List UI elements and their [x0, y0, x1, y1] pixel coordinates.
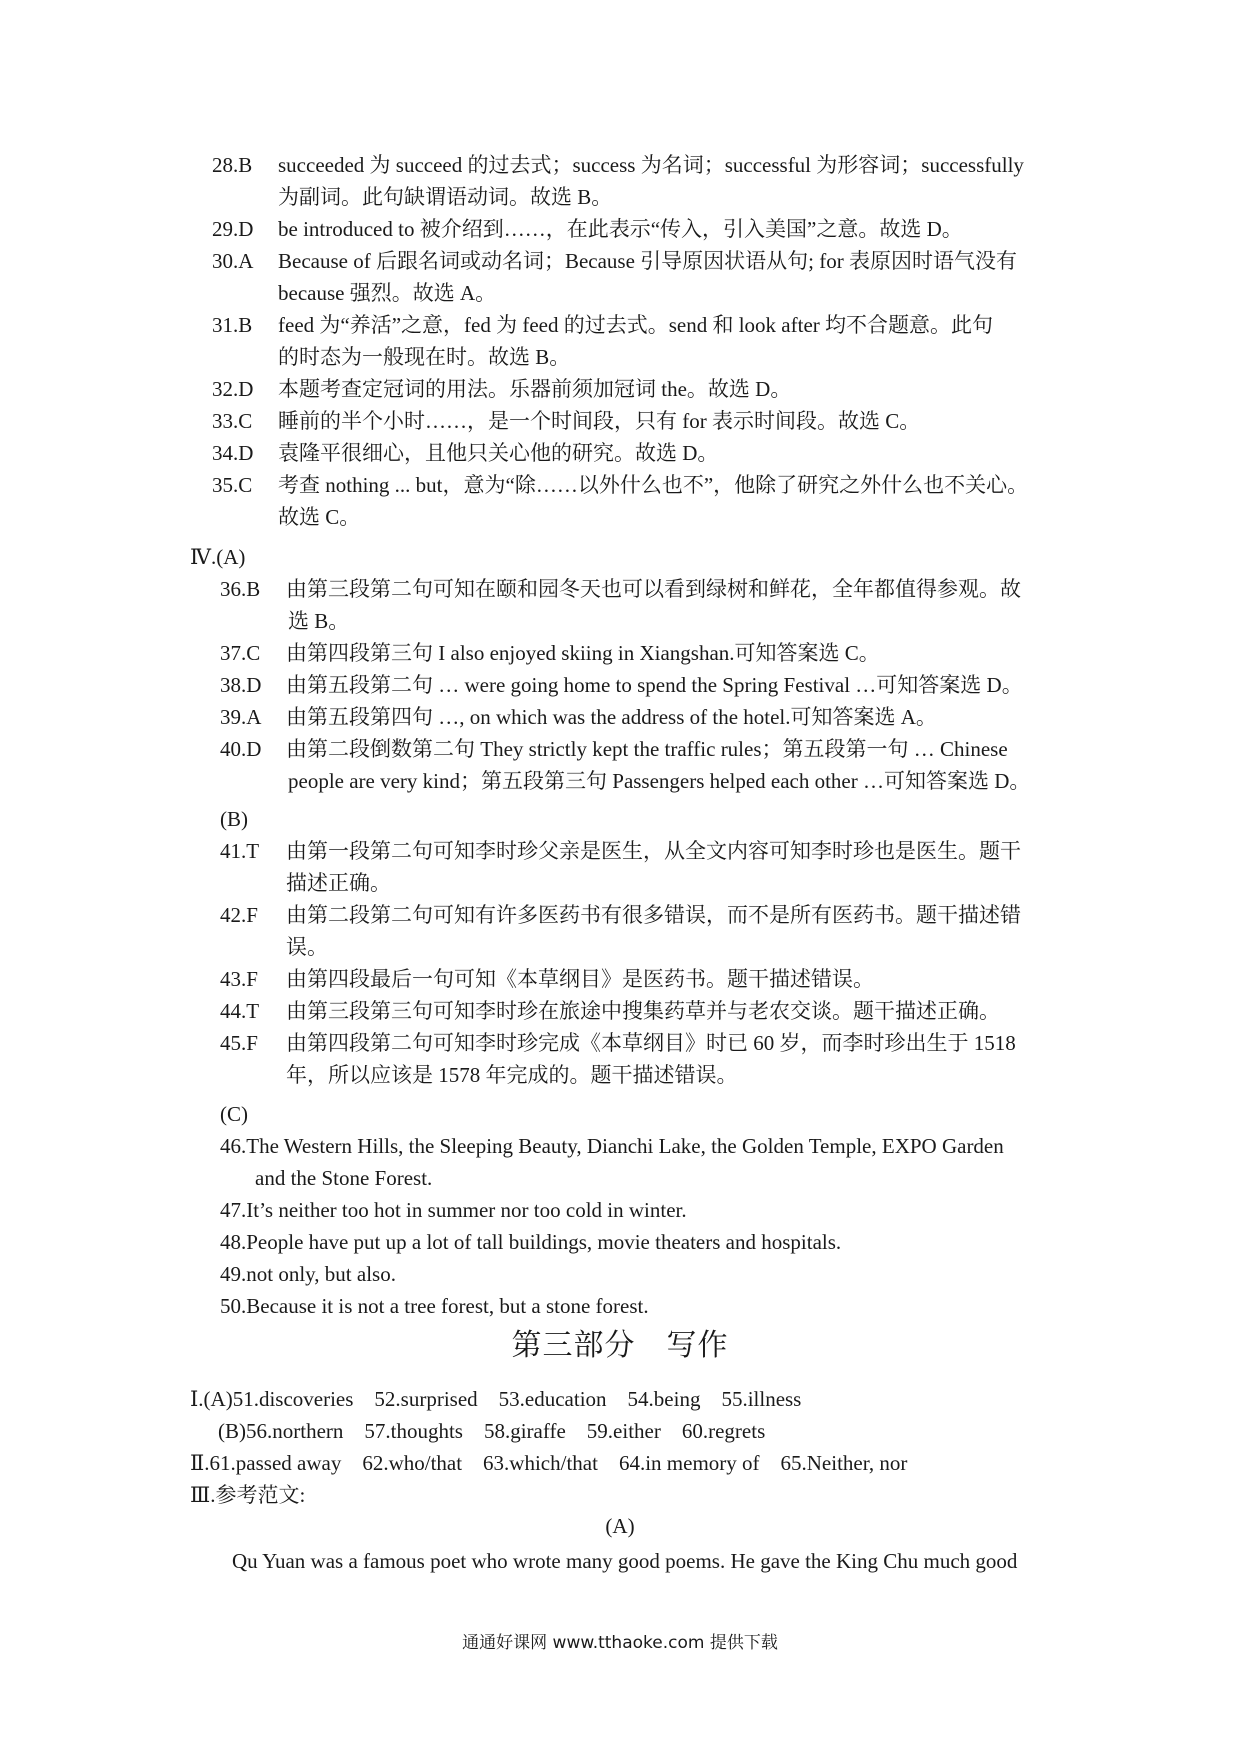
answer-number: 36.B	[220, 577, 261, 601]
answer-explanation-continued: 故选 C。	[278, 505, 361, 529]
answer-number: 43.F	[220, 967, 258, 991]
answer-explanation: feed 为“养活”之意，fed 为 feed 的过去式。send 和 look after 均不合题意。此句	[278, 313, 994, 337]
answer-number: 33.C	[212, 409, 253, 433]
answer-explanation-continued: 误。	[286, 935, 328, 959]
answer-number: 39.A	[220, 705, 262, 729]
answer-number: 35.C	[212, 473, 253, 497]
answer-number: 40.D	[220, 737, 262, 761]
answer-explanation: 由第四段第二句可知李时珍完成《本草纲目》时已 60 岁，而李时珍出生于 1518	[286, 1031, 1016, 1055]
answer-explanation: 由第五段第二句 … were going home to spend the Spring Festival …可知答案选 D。	[286, 673, 1023, 697]
part-three-title: 第三部分 写作	[511, 1328, 729, 1363]
answer-explanation: 由第五段第四句 …, on which was the address of the hotel.可知答案选 A。	[286, 705, 937, 729]
answer-explanation-continued: 描述正确。	[286, 871, 391, 895]
answer-explanation: 48.People have put up a lot of tall buildings, movie theaters and hospitals.	[220, 1230, 842, 1254]
writing-line-1: Ⅰ.(A)51.discoveries 52.surprised 53.education 54.being 55.illness	[190, 1387, 802, 1411]
answer-number: 28.B	[212, 153, 253, 177]
answer-explanation: 袁隆平很细心，且他只关心他的研究。故选 D。	[278, 441, 719, 465]
answer-explanation: 考查 nothing ... but，意为“除……以外什么也不”，他除了研究之外什么也不关心。	[278, 473, 1029, 497]
writing-line-3: Ⅱ.61.passed away 62.who/that 63.which/that 64.in memory of 65.Neither, nor	[190, 1451, 908, 1475]
answer-explanation-continued: 为副词。此句缺谓语动词。故选 B。	[278, 185, 613, 209]
answer-explanation: succeeded 为 succeed 的过去式；success 为名词；successful 为形容词；successfully	[278, 153, 1024, 177]
section-label-iv-a: Ⅳ.(A)	[190, 545, 246, 569]
sample-essay-label: (A)	[605, 1514, 635, 1538]
answer-explanation-continued: 年，所以应该是 1578 年完成的。题干描述错误。	[286, 1063, 738, 1087]
answer-number: 32.D	[212, 377, 254, 401]
answer-explanation: 46.The Western Hills, the Sleeping Beauty, Dianchi Lake, the Golden Temple, EXPO Garden	[220, 1134, 1004, 1158]
answer-explanation: Because of 后跟名词或动名词；Because 引导原因状语从句; for 表原因时语气没有	[278, 249, 1017, 273]
section-label-b: (B)	[220, 807, 248, 831]
answer-explanation: 由第二段第二句可知有许多医药书有很多错误，而不是所有医药书。题干描述错	[286, 903, 1021, 927]
answer-number: 31.B	[212, 313, 253, 337]
answer-explanation: 由第四段最后一句可知《本草纲目》是医药书。题干描述错误。	[286, 967, 874, 991]
answer-number: 45.F	[220, 1031, 258, 1055]
answer-explanation: 由第三段第三句可知李时珍在旅途中搜集药草并与老农交谈。题干描述正确。	[286, 999, 1000, 1023]
answer-explanation-continued: because 强烈。故选 A。	[278, 281, 497, 305]
sample-essay-first-line: Qu Yuan was a famous poet who wrote many good poems. He gave the King Chu much good	[232, 1549, 1018, 1573]
answer-explanation: 由第一段第二句可知李时珍父亲是医生，从全文内容可知李时珍也是医生。题干	[286, 839, 1021, 863]
answer-explanation: 由第三段第二句可知在颐和园冬天也可以看到绿树和鲜花，全年都值得参观。故	[286, 577, 1021, 601]
answer-explanation: 本题考查定冠词的用法。乐器前须加冠词 the。故选 D。	[278, 377, 792, 401]
writing-line-4: Ⅲ.参考范文:	[190, 1483, 306, 1507]
page-footer: 通通好课网 www.tthaoke.com 提供下载	[462, 1633, 778, 1653]
answer-explanation: 睡前的半个小时……，是一个时间段，只有 for 表示时间段。故选 C。	[278, 409, 921, 433]
answer-explanation: 49.not only, but also.	[220, 1262, 396, 1286]
answer-number: 42.F	[220, 903, 258, 927]
answer-number: 29.D	[212, 217, 254, 241]
answer-explanation: 50.Because it is not a tree forest, but a stone forest.	[220, 1294, 649, 1318]
answer-explanation-continued: 选 B。	[288, 609, 350, 633]
answer-explanation: be introduced to 被介绍到……，在此表示“传入，引入美国”之意。故选 D。	[278, 217, 963, 241]
writing-line-2: (B)56.northern 57.thoughts 58.giraffe 59.either 60.regrets	[218, 1419, 766, 1443]
answer-explanation: 47.It’s neither too hot in summer nor too cold in winter.	[220, 1198, 687, 1222]
answer-explanation-continued: people are very kind；第五段第三句 Passengers helped each other …可知答案选 D。	[288, 769, 1031, 793]
answer-explanation: 由第二段倒数第二句 They strictly kept the traffic rules；第五段第一句 … Chinese	[286, 737, 1008, 761]
answer-explanation-continued: and the Stone Forest.	[255, 1166, 433, 1190]
answer-number: 41.T	[220, 839, 260, 863]
answer-number: 34.D	[212, 441, 254, 465]
answer-explanation: 由第四段第三句 I also enjoyed skiing in Xiangshan.可知答案选 C。	[286, 641, 880, 665]
answer-number: 38.D	[220, 673, 262, 697]
answer-number: 30.A	[212, 249, 254, 273]
answer-number: 44.T	[220, 999, 260, 1023]
section-label-c: (C)	[220, 1102, 248, 1126]
answer-number: 37.C	[220, 641, 261, 665]
answer-explanation-continued: 的时态为一般现在时。故选 B。	[278, 345, 571, 369]
